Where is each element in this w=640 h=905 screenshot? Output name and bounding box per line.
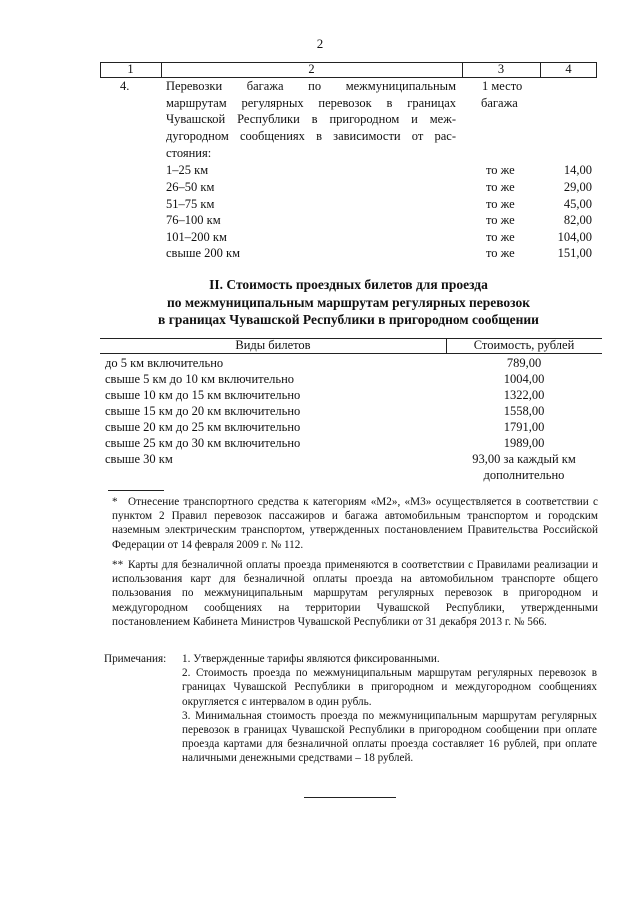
section-title [100,276,597,329]
price-cell: 45,00 [563,197,592,211]
footnote-separator [108,490,164,491]
unit-cell: то же [486,213,515,227]
ticket-type: до 5 км включительно [105,356,224,370]
unit-cell: то же [486,163,515,177]
note-item: 3. Минимальная стоимость проезда по межмуниципальным маршрутам регулярных перевозок в границах Чувашской Республики в пригородном сообщении при оплате проезда картами для безналичной оплаты проезда составляет 16 рублей, при оплате наличными денежными средствами – 18 рублей. [182,709,597,765]
unit-cell: то же [486,230,515,244]
column-header-cost: Стоимость, рублей [473,338,575,352]
description-line: маршрутам регулярных перевозок в границах [166,95,456,110]
section-title-line: по межмуниципальным маршрутам регулярных перевозок [166,294,531,310]
footnote-text: Карты для безналичной оплаты проезда применяются в соответствии с Правилами реализации и использования карт для безналичной оплаты проезда на автомобильном транспорте общего пользования по межмуниципальным маршрутам регулярных перевозок в пригородном и междугородном сообщениях на территории Чувашской Республики, утвержденными постановлением Кабинета Министров Чувашской Республики от 31 декабря 2013 г. № 566. [112,559,598,628]
end-separator [304,797,396,798]
section-title-line: II. Стоимость проездных билетов для проезда [209,277,488,292]
ticket-cost: 1322,00 [503,388,545,402]
column-header-3: 3 [497,62,505,76]
ticket-type: свыше 15 км до 20 км включительно [105,404,301,418]
ticket-type: свыше 25 км до 30 км включительно [105,436,301,450]
distance-range: 1–25 км [166,163,209,177]
price-cell: 14,00 [563,163,592,177]
column-header-4: 4 [565,62,572,76]
price-cell: 29,00 [563,180,592,194]
distance-range: 101–200 км [166,230,227,244]
ticket-cost: 1989,00 [503,436,545,450]
price-cell: 82,00 [563,213,592,227]
ticket-cost: 1558,00 [503,404,545,418]
footnote-mark: * [112,496,118,508]
column-header-1: 1 [127,62,134,76]
ticket-cost: 789,00 [506,356,542,370]
service-description [166,78,456,162]
distance-range: 76–100 км [166,213,221,227]
description-line: Перевозки багажа по межмуниципальным [166,79,456,93]
ticket-type: свыше 5 км до 10 км включительно [105,372,295,386]
footnote-text: Отнесение транспортного средства к категориям «М2», «М3» осуществляется в соответствии с пунктом 2 Правил перевозок пассажиров и багажа автомобильным транспортом и городским наземным электрическим транспортом, утвержденных постановлением Правительства Российской Федерации от 14 февраля 2009 г. № 112. [112,496,598,551]
price-cell: 151,00 [557,246,592,260]
description-line: стояния: [166,145,212,160]
notes-label: Примечания: [104,653,167,665]
note-item: 1. Утвержденные тарифы являются фиксированными. [182,653,440,665]
page-number: 2 [316,36,324,51]
ticket-cost: 1791,00 [503,420,545,434]
row-number: 4. [120,79,130,93]
distance-range: 26–50 км [166,180,215,194]
ticket-type: свыше 10 км до 15 км включительно [105,388,301,402]
footnote-mark: ** [112,559,124,571]
ticket-cost: 1004,00 [503,372,545,386]
ticket-cost: 93,00 за каждый км [472,452,576,466]
unit-cell: то же [486,180,515,194]
distance-range: свыше 200 км [166,246,241,260]
unit-cell: то же [486,197,515,211]
table-header-divider [100,353,602,354]
column-header-2: 2 [308,62,315,76]
unit-cell: багажа [481,96,518,110]
notes-list [182,652,597,766]
price-cell: 104,00 [557,230,592,244]
ticket-type: свыше 30 км [105,452,173,466]
description-line: дугородном сообщениях в зависимости от рас- [166,129,456,144]
note-item: 2. Стоимость проезда по межмуниципальным маршрутам регулярных перевозок в границах Чувашской Республики в пригородном и междугородном сообщениях округляется с интервалом в один рубль. [182,667,597,708]
ticket-type: свыше 20 км до 25 км включительно [105,420,301,434]
column-header-ticket-type: Виды билетов [235,338,311,352]
unit-cell: 1 место [482,79,523,93]
unit-cell: то же [486,246,515,260]
footnote [112,495,598,552]
distance-range: 51–75 км [166,197,215,211]
ticket-cost: дополнительно [483,468,565,482]
description-line: Чувашской Республики в пригородном и меж- [166,112,456,127]
section-title-line: в границах Чувашской Республики в пригородном сообщении [158,312,539,327]
footnote [112,558,598,629]
